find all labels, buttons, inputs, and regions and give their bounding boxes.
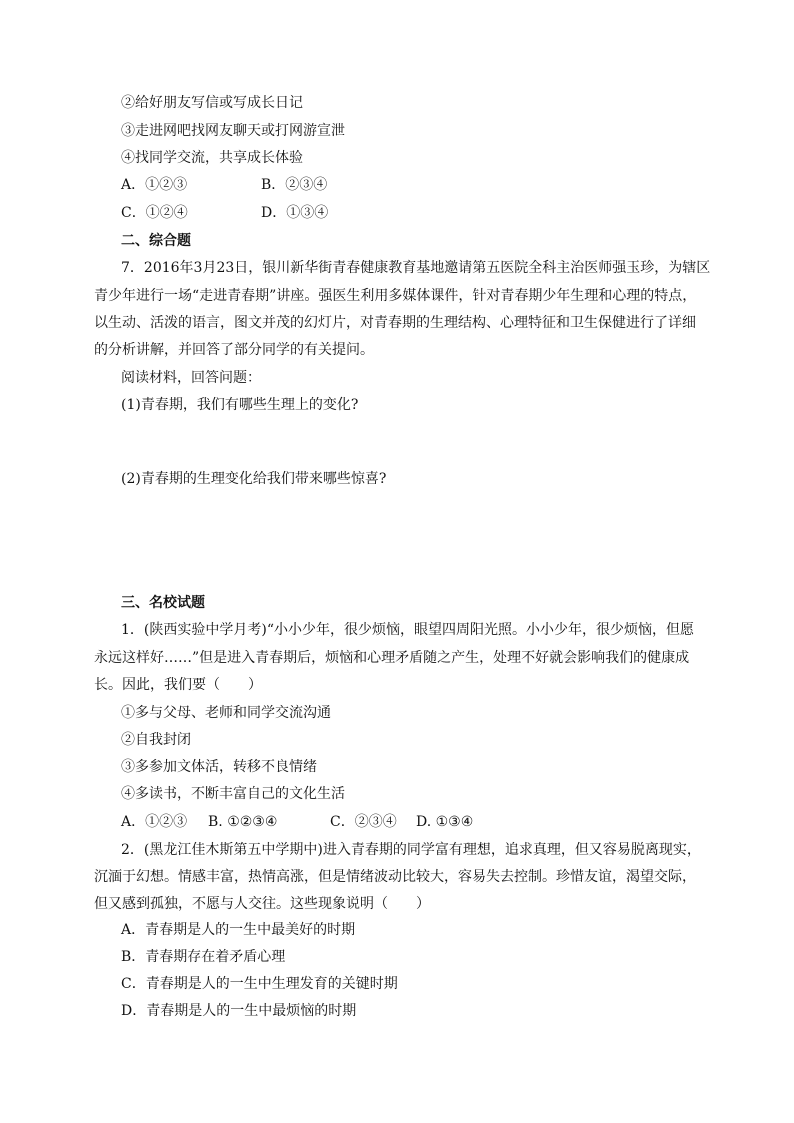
q2-choice-d: D．青春期是人的一生中最烦恼的时期 <box>121 1003 357 1019</box>
q1-choice-d: D. ①③④ <box>416 814 474 830</box>
question-1-line-2: 永远这样好……”但是进入青春期后，烦恼和心理矛盾随之产生，处理不好就会影响我们的健康成 <box>94 650 690 666</box>
question-1-item-3: ③多参加文体活，转移不良情绪 <box>121 759 317 775</box>
q1-choice-b: B. ①②③④ <box>208 814 278 830</box>
q1-choice-c: C．②③④ <box>330 814 397 830</box>
question-7-line-3: 以生动、活泼的语言，图文并茂的幻灯片，对青春期的生理结构、心理特征和卫生保健进行了详细 <box>94 315 696 331</box>
question-2-line-1: 2．(黑龙江佳木斯第五中学期中)进入青春期的同学富有理想，追求真理，但又容易脱离现实， <box>121 842 701 858</box>
question-1-line-3: 长。因此，我们要（ ） <box>94 677 262 693</box>
option-item-3: ③走进网吧找网友聊天或打网游宣泄 <box>121 123 345 139</box>
choice-d: D．①③④ <box>261 205 329 221</box>
question-7-line-1: 7．2016年3月23日，银川新华街青春健康教育基地邀请第五医院全科主治医师强玉珍，为辖区 <box>121 260 711 276</box>
question-2-line-3: 但又感到孤独，不愿与人交往。这些现象说明（ ） <box>94 896 430 912</box>
question-7-line-2: 青少年进行一场“走进青春期”讲座。强医生利用多媒体课件，针对青春期少年生理和心理的特点， <box>94 288 697 304</box>
question-1-item-4: ④多读书，不断丰富自己的文化生活 <box>121 786 345 802</box>
question-1-item-2: ②自我封闭 <box>121 732 191 748</box>
q2-choice-c: C．青春期是人的一生中生理发育的关键时期 <box>121 976 398 992</box>
reading-instruction: 阅读材料，回答问题： <box>121 370 261 386</box>
question-2-line-2: 沉湎于幻想。情感丰富，热情高涨，但是情绪波动比较大，容易失去控制。珍惜友谊，渴望交际， <box>94 869 696 885</box>
sub-question-1: (1)青春期，我们有哪些生理上的变化? <box>121 397 359 413</box>
choice-c: C．①②④ <box>121 205 188 221</box>
q2-choice-b: B．青春期存在着矛盾心理 <box>121 949 286 965</box>
q2-choice-a: A．青春期是人的一生中最美好的时期 <box>121 922 356 938</box>
option-item-4: ④找同学交流，共享成长体验 <box>121 150 303 166</box>
option-item-2: ②给好朋友写信或写成长日记 <box>121 95 303 111</box>
choice-a: A．①②③ <box>121 177 188 193</box>
question-1-item-1: ①多与父母、老师和同学交流沟通 <box>121 705 331 721</box>
choice-b: B．②③④ <box>261 177 328 193</box>
question-1-line-1: 1．(陕西实验中学月考)“小小少年，很少烦恼，眼望四周阳光照。小小少年，很少烦恼，但愿 <box>121 622 694 638</box>
question-7-line-4: 的分析讲解，并回答了部分同学的有关提问。 <box>94 342 374 358</box>
section-heading-comprehensive: 二、综合题 <box>121 233 191 249</box>
sub-question-2: (2)青春期的生理变化给我们带来哪些惊喜? <box>121 471 387 487</box>
section-heading-school-questions: 三、名校试题 <box>121 595 205 611</box>
q1-choice-a: A．①②③ <box>121 814 188 830</box>
